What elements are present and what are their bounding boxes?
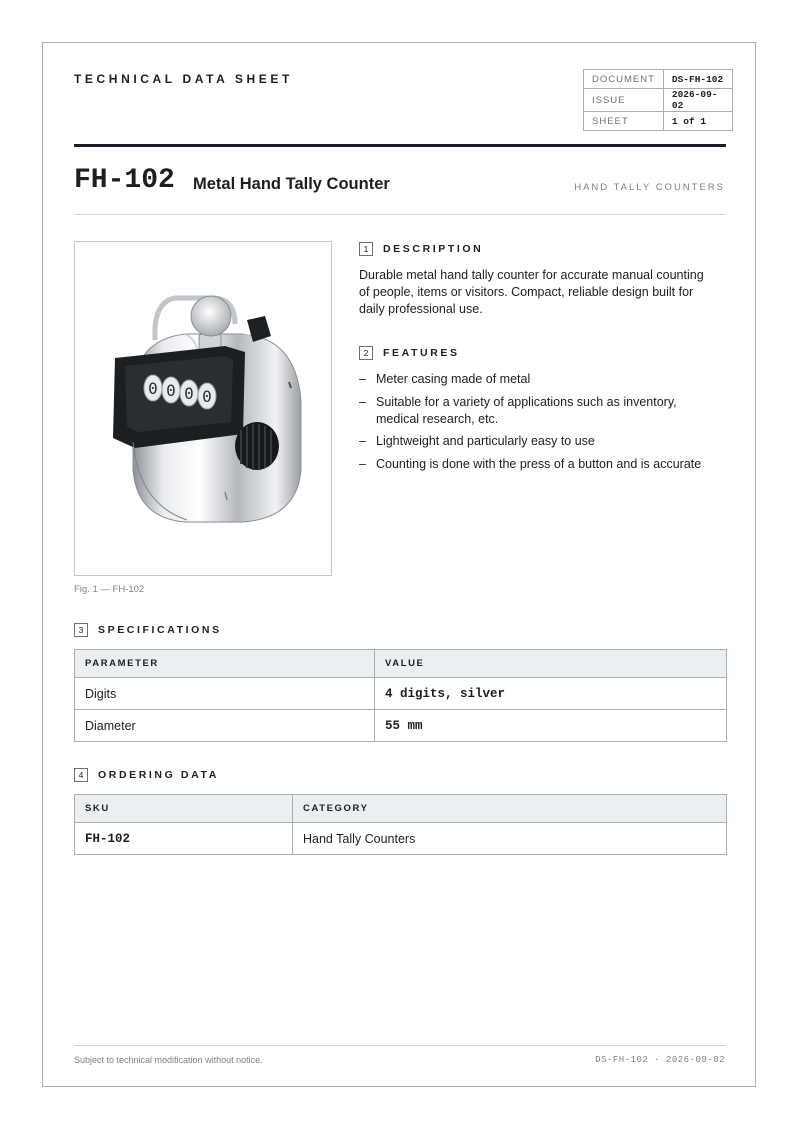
category-cell: Hand Tally Counters	[293, 823, 727, 855]
document-meta-table	[583, 69, 733, 131]
description-text: Durable metal hand tally counter for accurate manual counting of people, items or visitors. Compact, reliable design built for daily professional use.	[359, 268, 704, 316]
specifications-table	[74, 649, 727, 742]
dash-bullet: –	[359, 372, 366, 386]
product-name: Metal Hand Tally Counter	[193, 175, 390, 193]
table-row	[75, 710, 727, 742]
data-sheet	[42, 42, 756, 1087]
list-item	[359, 456, 719, 473]
feature-text: Meter casing made of metal	[376, 372, 531, 386]
section-number: 4	[74, 768, 88, 782]
document-type-title: TECHNICAL DATA SHEET	[74, 72, 293, 86]
feature-text: Lightweight and particularly easy to use	[376, 434, 595, 448]
sku-cell: FH-102	[75, 823, 293, 855]
table-row	[75, 823, 727, 855]
list-item	[359, 394, 719, 428]
tally-counter-image	[75, 242, 331, 575]
parameter-cell: Diameter	[75, 710, 375, 742]
product-category: HAND TALLY COUNTERS	[574, 182, 725, 193]
section-number: 1	[359, 242, 373, 256]
title-divider	[74, 214, 726, 215]
list-item	[359, 433, 719, 450]
table-header-row	[75, 795, 727, 823]
dash-bullet: –	[359, 394, 366, 409]
feature-list	[359, 371, 719, 478]
counter-digit: 0	[184, 384, 194, 403]
footer-note: Subject to technical modification without notice.	[74, 1055, 263, 1065]
section-heading-specifications	[74, 623, 222, 637]
footer-reference: DS-FH-102 · 2026-09-02	[595, 1055, 725, 1065]
table-row	[75, 678, 727, 710]
meta-value: DS-FH-102	[663, 70, 732, 89]
section-number: 3	[74, 623, 88, 637]
meta-row-issue	[584, 89, 733, 112]
value-cell: 4 digits, silver	[375, 678, 727, 710]
section-heading-features	[359, 346, 460, 360]
meta-row-sheet	[584, 112, 733, 131]
feature-text: Counting is done with the press of a button and is accurate	[376, 456, 702, 471]
product-figure	[74, 241, 332, 576]
section-title: FEATURES	[383, 347, 460, 359]
list-item	[359, 371, 719, 388]
product-code: FH-102	[74, 165, 175, 196]
ordering-table	[74, 794, 727, 855]
dash-bullet: –	[359, 456, 366, 471]
section-title: ORDERING DATA	[98, 769, 219, 781]
counter-digit: 0	[166, 381, 176, 400]
meta-row-document	[584, 70, 733, 89]
section-number: 2	[359, 346, 373, 360]
counter-digit: 0	[148, 379, 158, 398]
section-heading-description	[359, 242, 483, 256]
section-title: SPECIFICATIONS	[98, 624, 222, 636]
column-header: CATEGORY	[293, 795, 727, 823]
reset-knob	[235, 422, 279, 470]
feature-text: Suitable for a variety of applications such as inventory, medical research, etc.	[376, 394, 677, 426]
section-heading-ordering	[74, 768, 219, 782]
column-header: VALUE	[375, 650, 727, 678]
meta-value: 1 of 1	[663, 112, 732, 131]
column-header: PARAMETER	[75, 650, 375, 678]
dash-bullet: –	[359, 434, 366, 448]
value-cell: 55 mm	[375, 710, 727, 742]
meta-value: 2026-09-02	[663, 89, 732, 112]
table-header-row	[75, 650, 727, 678]
column-header: SKU	[75, 795, 293, 823]
figure-caption: Fig. 1 — FH-102	[74, 584, 145, 595]
counter-digit: 0	[202, 387, 212, 406]
meta-key: SHEET	[584, 112, 664, 131]
meta-key: DOCUMENT	[584, 70, 664, 89]
parameter-cell: Digits	[75, 678, 375, 710]
header-divider	[74, 144, 726, 147]
meta-key: ISSUE	[584, 89, 664, 112]
footer-divider	[74, 1045, 726, 1046]
section-title: DESCRIPTION	[383, 243, 484, 255]
